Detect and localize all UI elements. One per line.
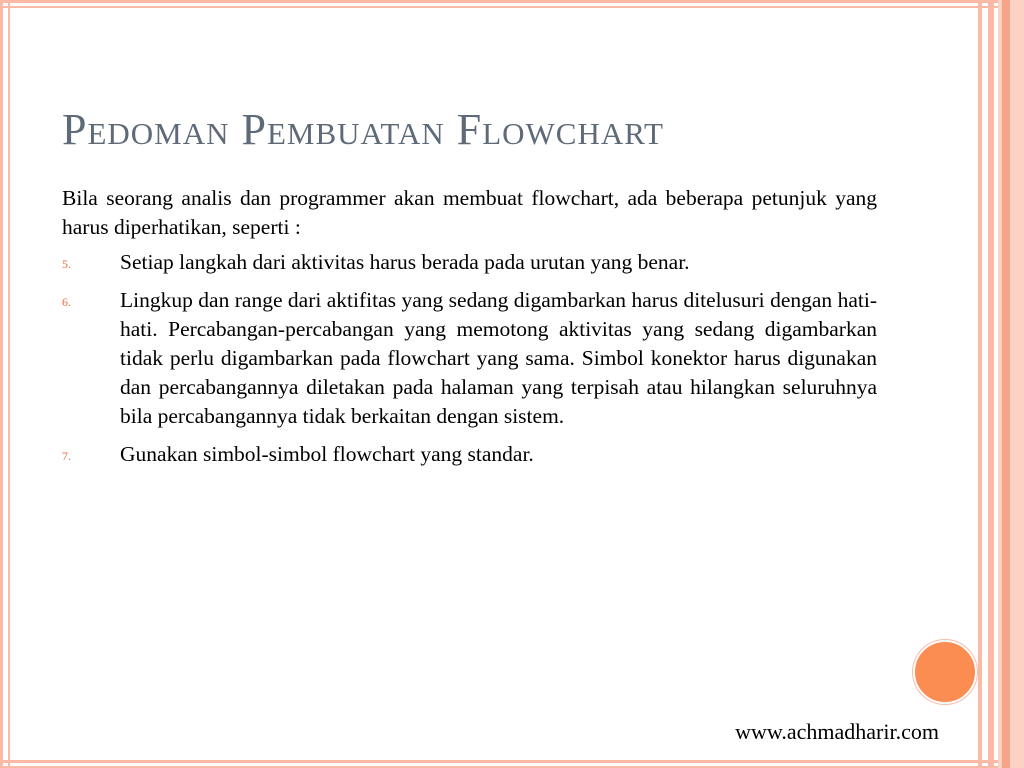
list-item-number: 7. (62, 449, 71, 463)
orange-circle-decoration (913, 640, 977, 704)
list-item-text: Lingkup dan range dari aktifitas yang sedang digambarkan harus ditelusuri dengan hati-hati. Percabangan-percabangan yang memotong aktivitas yang sedang digambarkan tidak perlu digambarkan pada flowchart yang sama. Simbol konektor harus digunakan dan percabangannya diletakan pada halaman yang terpisah atau hilangkan seluruhnya bila percabangannya tidak berkaitan dengan sistem. (120, 288, 877, 428)
list-item (62, 286, 877, 431)
frame-top-border (0, 0, 1024, 8)
stripe (1002, 0, 1010, 768)
stripe (988, 0, 994, 768)
list-item (62, 440, 877, 469)
list-item-text: Setiap langkah dari aktivitas harus berada pada urutan yang benar. (120, 250, 690, 274)
frame-left-border (0, 0, 10, 768)
footer-website: www.achmadharir.com (735, 719, 939, 744)
right-stripes-decoration (978, 0, 1024, 768)
slide-body (62, 184, 877, 478)
list-item-number: 5. (62, 257, 71, 271)
slide-title: Pedoman Pembuatan Flowchart (62, 105, 664, 154)
list-item-number: 6. (62, 295, 71, 309)
guideline-list (62, 248, 877, 469)
list-item (62, 248, 877, 277)
frame-bottom-border (0, 760, 1024, 768)
intro-paragraph: Bila seorang analis dan programmer akan membuat flowchart, ada beberapa petunjuk yang harus diperhatikan, seperti : (62, 186, 877, 239)
stripe (978, 0, 982, 768)
list-item-text: Gunakan simbol-simbol flowchart yang standar. (120, 442, 534, 466)
